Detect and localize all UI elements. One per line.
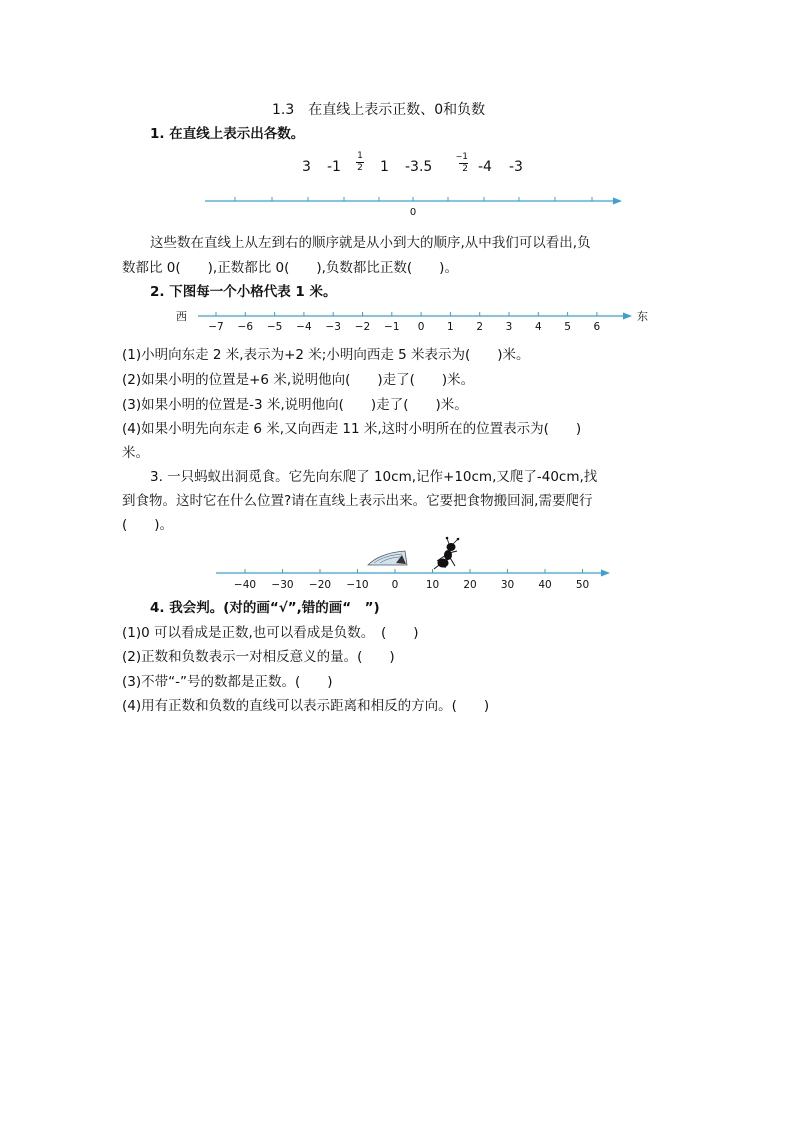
q2-item: (4)如果小明先向东走 6 米,又向西走 11 米,这时小明所在的位置表示为( ) xyxy=(122,421,582,437)
q3-line3: ( )。 xyxy=(122,517,174,533)
q1-fraction: −1 2 xyxy=(455,152,468,174)
q2-heading: 2. 下图每一个小格代表 1 米。 xyxy=(150,284,337,300)
west-label: 西 xyxy=(176,310,187,323)
q4-item: (3)不带“-”号的数都是正数。( ) xyxy=(122,674,333,690)
tick-label: −20 xyxy=(308,579,332,591)
q1-number: 3 xyxy=(302,159,311,175)
q3-number-line xyxy=(0,535,793,595)
q1-fraction: 1 2 xyxy=(357,151,363,173)
tick-label: −3 xyxy=(325,321,341,333)
tick-label: −10 xyxy=(346,579,369,591)
page-title: 1.3 在直线上表示正数、0和负数 xyxy=(272,102,486,118)
q1-number: 1 xyxy=(380,159,389,175)
tick-label: 2 xyxy=(476,321,484,333)
tick-label: −4 xyxy=(296,321,312,333)
tick-label: 5 xyxy=(564,321,571,333)
tick-label: 50 xyxy=(575,579,590,591)
tick-label: 3 xyxy=(505,321,513,333)
q1-number: -3 xyxy=(509,159,523,175)
q1-paragraph-line2: 数都比 0( ),正数都比 0( ),负数都比正数( )。 xyxy=(122,260,458,276)
ant-icon xyxy=(434,537,459,569)
q1-number: -3.5 xyxy=(405,159,433,175)
q4-item: (4)用有正数和负数的直线可以表示距离和相反的方向。( ) xyxy=(122,698,490,714)
q3-line1: 3. 一只蚂蚁出洞觅食。它先向东爬了 10cm,记作+10cm,又爬了-40cm,找 xyxy=(150,469,598,485)
tick-label: −5 xyxy=(266,321,283,333)
tick-label: −6 xyxy=(237,321,254,333)
tick-label: 20 xyxy=(463,579,477,591)
q3-line2: 到食物。这时它在什么位置?请在直线上表示出来。它要把食物搬回洞,需要爬行 xyxy=(122,493,593,509)
tick-label: −30 xyxy=(271,579,294,591)
tick-label: −7 xyxy=(208,321,224,333)
tick-label: 0 xyxy=(417,321,425,333)
tick-label: 0 xyxy=(391,579,399,591)
tick-label: 40 xyxy=(538,579,552,591)
q1-heading: 1. 在直线上表示出各数。 xyxy=(150,126,305,142)
tick-label: 6 xyxy=(593,321,601,333)
tick-label: −2 xyxy=(354,321,371,333)
q2-item: 米。 xyxy=(122,445,149,461)
tick-label: 4 xyxy=(534,321,542,333)
east-label: 东 xyxy=(637,310,648,323)
tick-label: 30 xyxy=(500,579,515,591)
q2-item: (2)如果小明的位置是+6 米,说明他向( )走了( )米。 xyxy=(122,372,475,388)
ant-hole-icon xyxy=(368,551,407,565)
q4-item: (1)0 可以看成是正数,也可以看成是负数。 ( ) xyxy=(122,625,419,641)
q1-paragraph-line1: 这些数在直线上从左到右的顺序就是从小到大的顺序,从中我们可以看出,负 xyxy=(150,235,591,251)
q2-item: (1)小明向东走 2 米,表示为+2 米;小明向西走 5 米表示为( )米。 xyxy=(122,347,530,363)
q1-zero-label: 0 xyxy=(409,207,417,218)
q2-item: (3)如果小明的位置是-3 米,说明他向( )走了( )米。 xyxy=(122,397,468,413)
q1-number-line xyxy=(0,190,793,220)
q2-number-line xyxy=(0,305,793,335)
q1-number: -1 xyxy=(327,159,341,175)
q1-number: -4 xyxy=(478,159,492,175)
q4-heading: 4. 我会判。(对的画“√”,错的画“ ”) xyxy=(150,600,380,616)
q4-item: (2)正数和负数表示一对相反意义的量。( ) xyxy=(122,649,395,665)
tick-label: −40 xyxy=(233,579,257,591)
tick-label: 1 xyxy=(447,321,454,333)
tick-label: −1 xyxy=(384,321,400,333)
tick-label: 10 xyxy=(425,579,440,591)
